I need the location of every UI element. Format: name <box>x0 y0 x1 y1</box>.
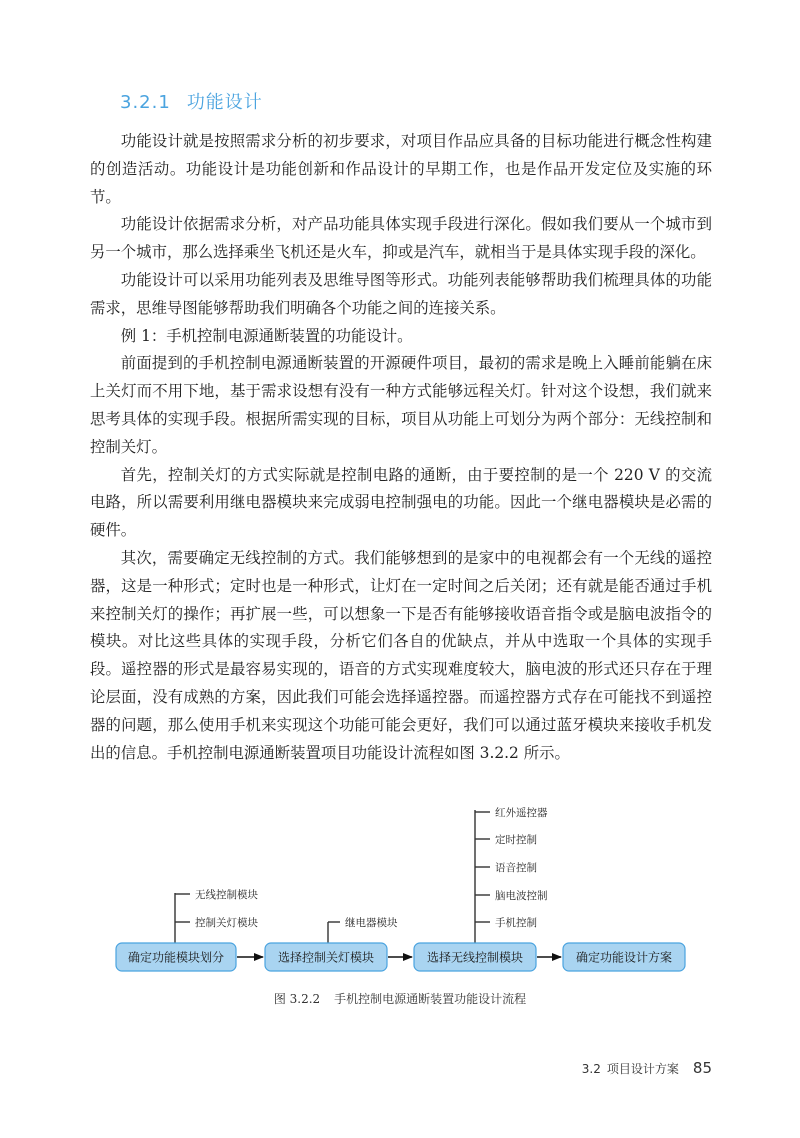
figure-caption <box>0 990 800 1007</box>
paragraph: 功能设计依据需求分析，对产品功能具体实现手段进行深化。假如我们要从一个城市到另一个城市，那么选择乘坐飞机还是火车，抑或是汽车，就相当于是具体实现手段的深化。 <box>90 215 712 262</box>
branch-label: 控制关灯模块 <box>195 917 258 929</box>
paragraph: 其次，需要确定无线控制的方式。我们能够想到的是家中的电视都会有一个无线的遥控器，这是一种形式；定时也是一种形式，让灯在一定时间之后关闭；还有就是能否通过手机来控制关灯的操作；再扩展一些，可以想象一下是否有能够接收语音指令或是脑电波指令的模块。对比这些具体的实现手段，分析它们各自的优缺点，并从中选取一个具体的实现手段。遥控器的形式是最容易实现的，语音的方式实现难度较大，脑电波的形式还只存在于理论层面，没有成熟的方案，因此我们可能会选择遥控器。而遥控器方式存在可能找不到遥控器的问题，那么使用手机来实现这个功能可能会更好，我们可以通过蓝牙模块来接收手机发出的信息。手机控制电源通断装置项目功能设计流程如图 3.2.2 所示。 <box>90 548 712 762</box>
paragraph: 例 1：手机控制电源通断装置的功能设计。 <box>120 326 413 345</box>
flow-box-label: 选择控制关灯模块 <box>277 950 375 965</box>
flow-box-label: 确定功能模块划分 <box>127 950 225 965</box>
branch-label: 无线控制模块 <box>195 889 258 901</box>
flow-diagram <box>0 800 800 980</box>
page-footer <box>582 1058 712 1077</box>
branch-label: 继电器模块 <box>345 917 398 929</box>
section-heading <box>120 88 263 114</box>
footer-title: 项目设计方案 <box>606 1062 679 1076</box>
flow-box <box>563 943 685 971</box>
body-text <box>90 128 712 767</box>
page-number: 85 <box>692 1059 712 1077</box>
branch-label: 定时控制 <box>495 834 537 846</box>
section-title: 功能设计 <box>186 92 263 113</box>
figure-title: 手机控制电源通断装置功能设计流程 <box>334 992 527 1006</box>
flow-box-label: 确定功能设计方案 <box>575 950 673 965</box>
paragraph: 前面提到的手机控制电源通断装置的开源硬件项目，最初的需求是晚上入睡前能躺在床上关灯而不用下地，基于需求设想有没有一种方式能够远程关灯。针对这个设想，我们就来思考具体的实现手段。根据所需实现的目标，项目从功能上可划分为两个部分：无线控制和控制关灯。 <box>90 354 712 456</box>
branch-label: 语音控制 <box>495 862 537 874</box>
flow-box <box>116 943 236 971</box>
branch-label: 红外遥控器 <box>495 807 548 819</box>
flow-box <box>414 943 536 971</box>
branch-label: 脑电波控制 <box>495 890 548 902</box>
paragraph: 首先，控制关灯的方式实际就是控制电路的通断，由于要控制的是一个 220 V 的交流电路，所以需要利用继电器模块来完成弱电控制强电的功能。因此一个继电器模块是必需的硬件。 <box>90 465 712 540</box>
paragraph: 功能设计就是按照需求分析的初步要求，对项目作品应具备的目标功能进行概念性构建的创造活动。功能设计是功能创新和作品设计的早期工作，也是作品开发定位及实施的环节。 <box>90 132 712 206</box>
figure-number: 图 3.2.2 <box>273 992 321 1006</box>
footer-section: 3.2 <box>581 1062 601 1076</box>
paragraph: 功能设计可以采用功能列表及思维导图等形式。功能列表能够帮助我们梳理具体的功能需求，思维导图能够帮助我们明确各个功能之间的连接关系。 <box>90 270 712 317</box>
section-number: 3.2.1 <box>120 92 171 113</box>
flow-box-label: 选择无线控制模块 <box>426 950 524 965</box>
branch-label: 手机控制 <box>495 917 537 929</box>
flow-box <box>265 943 387 971</box>
